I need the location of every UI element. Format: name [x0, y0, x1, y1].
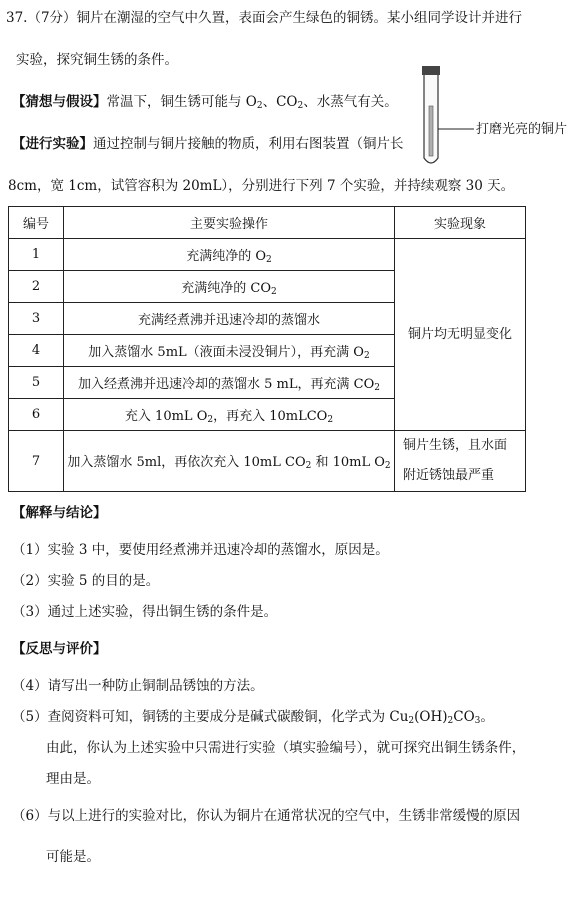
experiment-label: 【进行实验】 — [12, 136, 93, 152]
question-intro-line2: 实验，探究铜生锈的条件。 — [16, 52, 178, 68]
header-number: 编号 — [9, 207, 64, 239]
table-header-row — [9, 207, 526, 239]
tube-stopper — [422, 66, 440, 75]
row-number: 7 — [9, 431, 64, 492]
question-2: （2）实验 5 的目的是。 — [12, 573, 160, 589]
question-6: （6）与以上进行的实验对比，你认为铜片在通常状况的空气中，生锈非常缓慢的原因 — [12, 808, 521, 824]
question-4: （4）请写出一种防止铜制品锈蚀的方法。 — [12, 678, 264, 694]
row-phenomenon-7: 铜片生锈，且水面 附近锈蚀最严重 — [395, 431, 526, 492]
hypothesis-paragraph: 【猜想与假设】常温下，铜生锈可能与 $O_2$、$CO_2$、水蒸气有关。 — [12, 94, 398, 111]
figure-label: 打磨光亮的铜片 — [476, 122, 568, 137]
question-intro-line1: 37.（7分）铜片在潮湿的空气中久置，表面会产生绿色的铜锈。某小组同学设计并进行 — [6, 10, 523, 26]
header-phenomenon: 实验现象 — [395, 207, 526, 239]
row-operation: 充满纯净的 $CO_2$ — [64, 271, 395, 303]
question-1: （1）实验 3 中，要使用经煮沸并迅速冷却的蒸馏水，原因是。 — [12, 542, 389, 558]
question-5-line2: 由此，你认为上述实验中只需进行实验（填实验编号），就可探究出铜生锈条件， — [46, 740, 526, 756]
hypothesis-text-c: 、水蒸气有关。 — [303, 94, 398, 110]
row-operation: 加入蒸馏水 5mL（液面未浸没铜片），再充满 $O_2$ — [64, 335, 395, 367]
row-operation: 充入 10mL $O_2$，再充入 10mLCO$_2$ — [64, 399, 395, 431]
header-operation: 主要实验操作 — [64, 207, 395, 239]
row-operation: 充满纯净的 $O_2$ — [64, 239, 395, 271]
row-number: 2 — [9, 271, 64, 303]
question-3: （3）通过上述实验，得出铜生锈的条件是。 — [12, 604, 278, 620]
question-6-line2: 可能是。 — [46, 849, 100, 865]
question-5-line3: 理由是。 — [46, 771, 100, 787]
row-phenomenon-1-6: 铜片均无明显变化 — [395, 239, 526, 431]
row-number: 1 — [9, 239, 64, 271]
experiment-text: 通过控制与铜片接触的物质，利用右图装置（铜片长 — [93, 136, 404, 152]
experiment-paragraph — [12, 134, 404, 154]
experiment-paragraph-line2: 8cm，宽 1cm，试管容积为 20mL），分别进行下列 7 个实验，并持续观察 30 天。 — [8, 178, 515, 194]
row-number: 4 — [9, 335, 64, 367]
experiment-table — [8, 206, 526, 492]
row-number: 6 — [9, 399, 64, 431]
hypothesis-text-b: 、CO — [262, 94, 298, 110]
row-number: 3 — [9, 303, 64, 335]
table-row — [9, 431, 526, 492]
copper-strip — [429, 106, 433, 156]
row-operation: 加入蒸馏水 5ml，再依次充入 10mL $CO_2$ 和 10mL $O_2$ — [64, 431, 395, 492]
hypothesis-label: 【猜想与假设】 — [12, 94, 107, 110]
table-row — [9, 239, 526, 271]
question-5: （5）查阅资料可知，铜锈的主要成分是碱式碳酸铜，化学式为 $Cu_2(OH)_2CO_3$。 — [12, 709, 494, 726]
row-number: 5 — [9, 367, 64, 399]
row-operation: 加入经煮沸并迅速冷却的蒸馏水 5 mL，再充满 $CO_2$ — [64, 367, 395, 399]
reflection-label: 【反思与评价】 — [12, 641, 107, 657]
hypothesis-text-a: 常温下，铜生锈可能与 O — [106, 94, 257, 110]
row-operation: 充满经煮沸并迅速冷却的蒸馏水 — [64, 303, 395, 335]
conclusion-label: 【解释与结论】 — [12, 505, 107, 521]
